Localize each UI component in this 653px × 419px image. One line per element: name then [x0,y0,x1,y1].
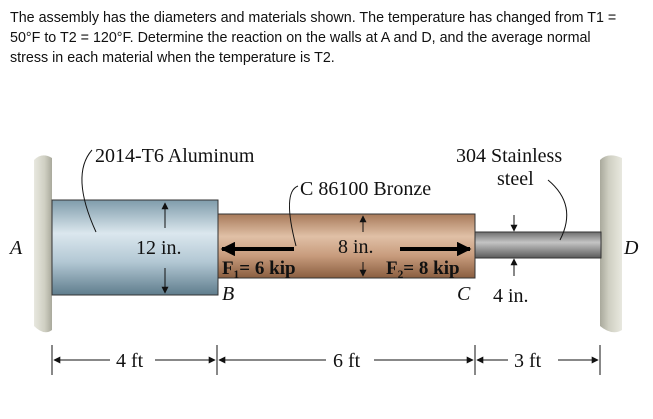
force-f1-label: F₁= 6 kip [222,258,296,279]
aluminum-rod [52,200,218,295]
steel-label-line1: 304 Stainless [456,145,563,167]
force-f2-label: F₂= 8 kip [386,258,460,279]
length-ab-label: 4 ft [116,350,144,372]
right-wall [600,155,622,332]
problem-line-3: stress in each material when the temperature is T2. [10,50,335,66]
problem-line-2: 50°F to T2 = 120°F. Determine the reaction on the walls at A and D, and the average normal [10,30,591,46]
steel-diameter-label: 4 in. [493,285,529,307]
bronze-diameter-label: 8 in. [338,236,374,258]
point-b-label: B [222,283,235,305]
point-c-label: C [457,283,471,305]
problem-line-1: The assembly has the diameters and materials shown. The temperature has changed from T1 = [10,10,617,26]
length-cd-label: 3 ft [514,350,542,372]
steel-leader [548,180,567,240]
aluminum-diameter-label: 12 in. [136,237,182,259]
aluminum-label: 2014-T6 Aluminum [95,145,255,167]
steel-rod [474,232,601,258]
point-d-label: D [624,237,639,259]
left-wall [34,155,52,332]
point-a-label: A [10,237,23,259]
steel-label-line2: steel [497,168,534,190]
bronze-label: C 86100 Bronze [300,178,432,200]
length-bc-label: 6 ft [333,350,361,372]
